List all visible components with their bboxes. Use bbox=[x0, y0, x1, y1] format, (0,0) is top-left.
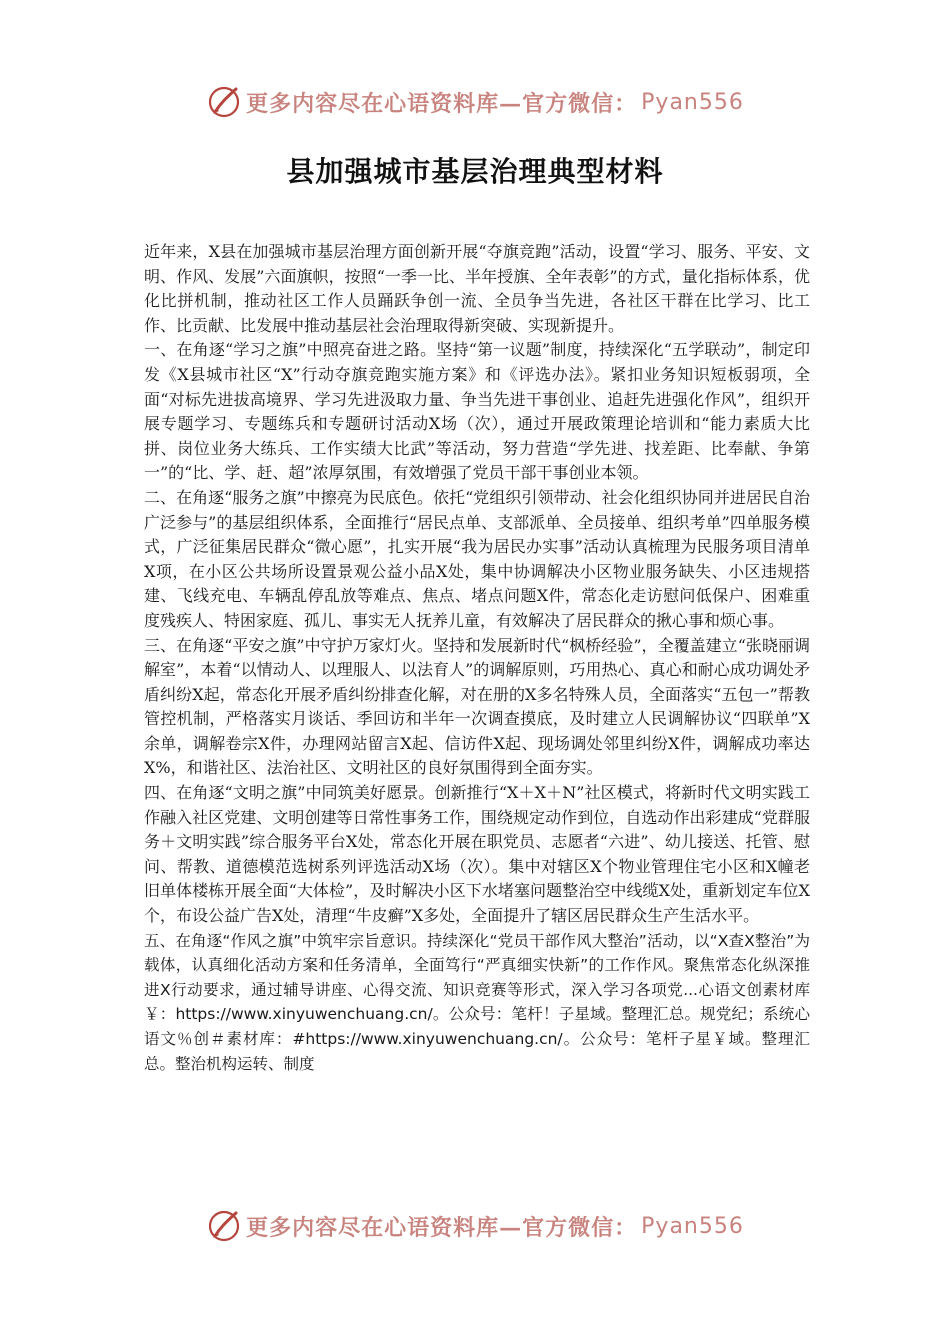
banner-handle: Pyan556 bbox=[641, 89, 744, 115]
banner-handle: Pyan556 bbox=[641, 1213, 744, 1239]
writing-brush-logo-icon bbox=[206, 84, 242, 120]
footer-banner bbox=[0, 1208, 950, 1248]
paragraph-safety-flag: 三、在角逐“平安之旗”中守护万家灯火。坚持和发展新时代“枫桥经验”，全覆盖建立“张晓丽调解室”，本着“以情动人、以理服人、以法育人”的调解原则，巧用热心、真心和耐心成功调处矛盾纠纷X起，常态化开展矛盾纠纷排查化解，对在册的X多名特殊人员，全面落实“五包一”帮教管控机制，严格落实月谈话、季回访和半年一次调查摸底，及时建立人民调解协议“四联单”X余单，调解卷宗X件，办理网站留言X起、信访件X起、现场调处邻里纠纷X件，调解成功率达X%，和谐社区、法治社区、文明社区的良好氛围得到全面夯实。 bbox=[144, 635, 810, 778]
paragraph-intro: 近年来，X县在加强城市基层治理方面创新开展“夺旗竞跑”活动，设置“学习、服务、平安、文明、作风、发展”六面旗帜，按照“一季一比、半年授旗、全年表彰”的方式，量化指标体系，优化比拼机制，推动社区工作人员踊跃争创一流、全员争当先进，各社区干群在比学习、比工作、比贡献、比发展中推动基层社会治理取得新突破、实现新提升。 bbox=[144, 242, 810, 335]
paragraph-service-flag: 二、在角逐“服务之旗”中擦亮为民底色。依托“党组织引领带动、社会化组织协同并进居民自治广泛参与”的基层组织体系，全面推行“居民点单、支部派单、全员接单、组织考单”四单服务模式，广泛征集居民群众“微心愿”，扎实开展“我为居民办实事”活动认真梳理为民服务项目清单X项，在小区公共场所设置景观公益小品X处，集中协调解决小区物业服务缺失、小区违规搭建、飞线充电、车辆乱停乱放等难点、焦点、堵点问题X件，常态化走访慰问低保户、困难重度残疾人、特困家庭、孤儿、事实无人抚养儿童，有效解决了居民群众的揪心事和烦心事。 bbox=[144, 487, 810, 630]
banner-text: 更多内容尽在心语资料库—官方微信： bbox=[246, 90, 638, 117]
header-banner bbox=[0, 84, 950, 124]
writing-brush-logo-icon bbox=[206, 1208, 242, 1244]
paragraph-style-flag: 五、在角逐“作风之旗”中筑牢宗旨意识。持续深化“党员干部作风大整治”活动，以“X查X整治”为载体，认真细化活动方案和任务清单，全面笃行“严真细实快新”的工作作风。聚焦常态化纵深推进X行动要求，通过辅导讲座、心得交流、知识竞赛等形式，深入学习各项党...心语文创素材库￥：https://www.xinyuwenchuang.cn/。公众号：笔杆！子星域。整理汇总。规党纪；系统心语文％创＃素材库：#https://www.xinyuwenchuang.cn/。公众号：笔杆子星￥域。整理汇总。整治机构运转、制度 bbox=[144, 931, 810, 1073]
document-title: 县加强城市基层治理典型材料 bbox=[286, 155, 664, 188]
document-body bbox=[144, 240, 810, 1076]
banner-text: 更多内容尽在心语资料库—官方微信： bbox=[246, 1214, 638, 1241]
paragraph-study-flag: 一、在角逐“学习之旗”中照亮奋进之路。坚持“第一议题”制度，持续深化“五学联动”，制定印发《X县城市社区“X”行动夺旗竞跑实施方案》和《评选办法》。紧扣业务知识短板弱项，全面“对标先进拔高境界、学习先进汲取力量、争当先进干事创业、追赶先进强化作风”，组织开展专题学习、专题练兵和专题研讨活动X场（次），通过开展政策理论培训和“能力素质大比拼、岗位业务大练兵、工作实绩大比武”等活动，努力营造“学先进、找差距、比奉献、争第一”的“比、学、赶、超”浓厚氛围，有效增强了党员干部干事创业本领。 bbox=[144, 340, 810, 483]
paragraph-civilization-flag: 四、在角逐“文明之旗”中同筑美好愿景。创新推行“X＋X＋N”社区模式，将新时代文明实践工作融入社区党建、文明创建等日常性事务工作，围绕规定动作到位，自选动作出彩建成“党群服务＋文明实践”综合服务平台X处，常态化开展在职党员、志愿者“六进”、幼儿接送、托管、慰问、帮教、道德模范选树系列评选活动X场（次）。集中对辖区X个物业管理住宅小区和X幢老旧单体楼栋开展全面“大体检”，及时解决小区下水堵塞问题整治空中线缆X处，重新划定车位X个，布设公益广告X处，清理“牛皮癣”X多处，全面提升了辖区居民群众生产生活水平。 bbox=[144, 783, 810, 926]
